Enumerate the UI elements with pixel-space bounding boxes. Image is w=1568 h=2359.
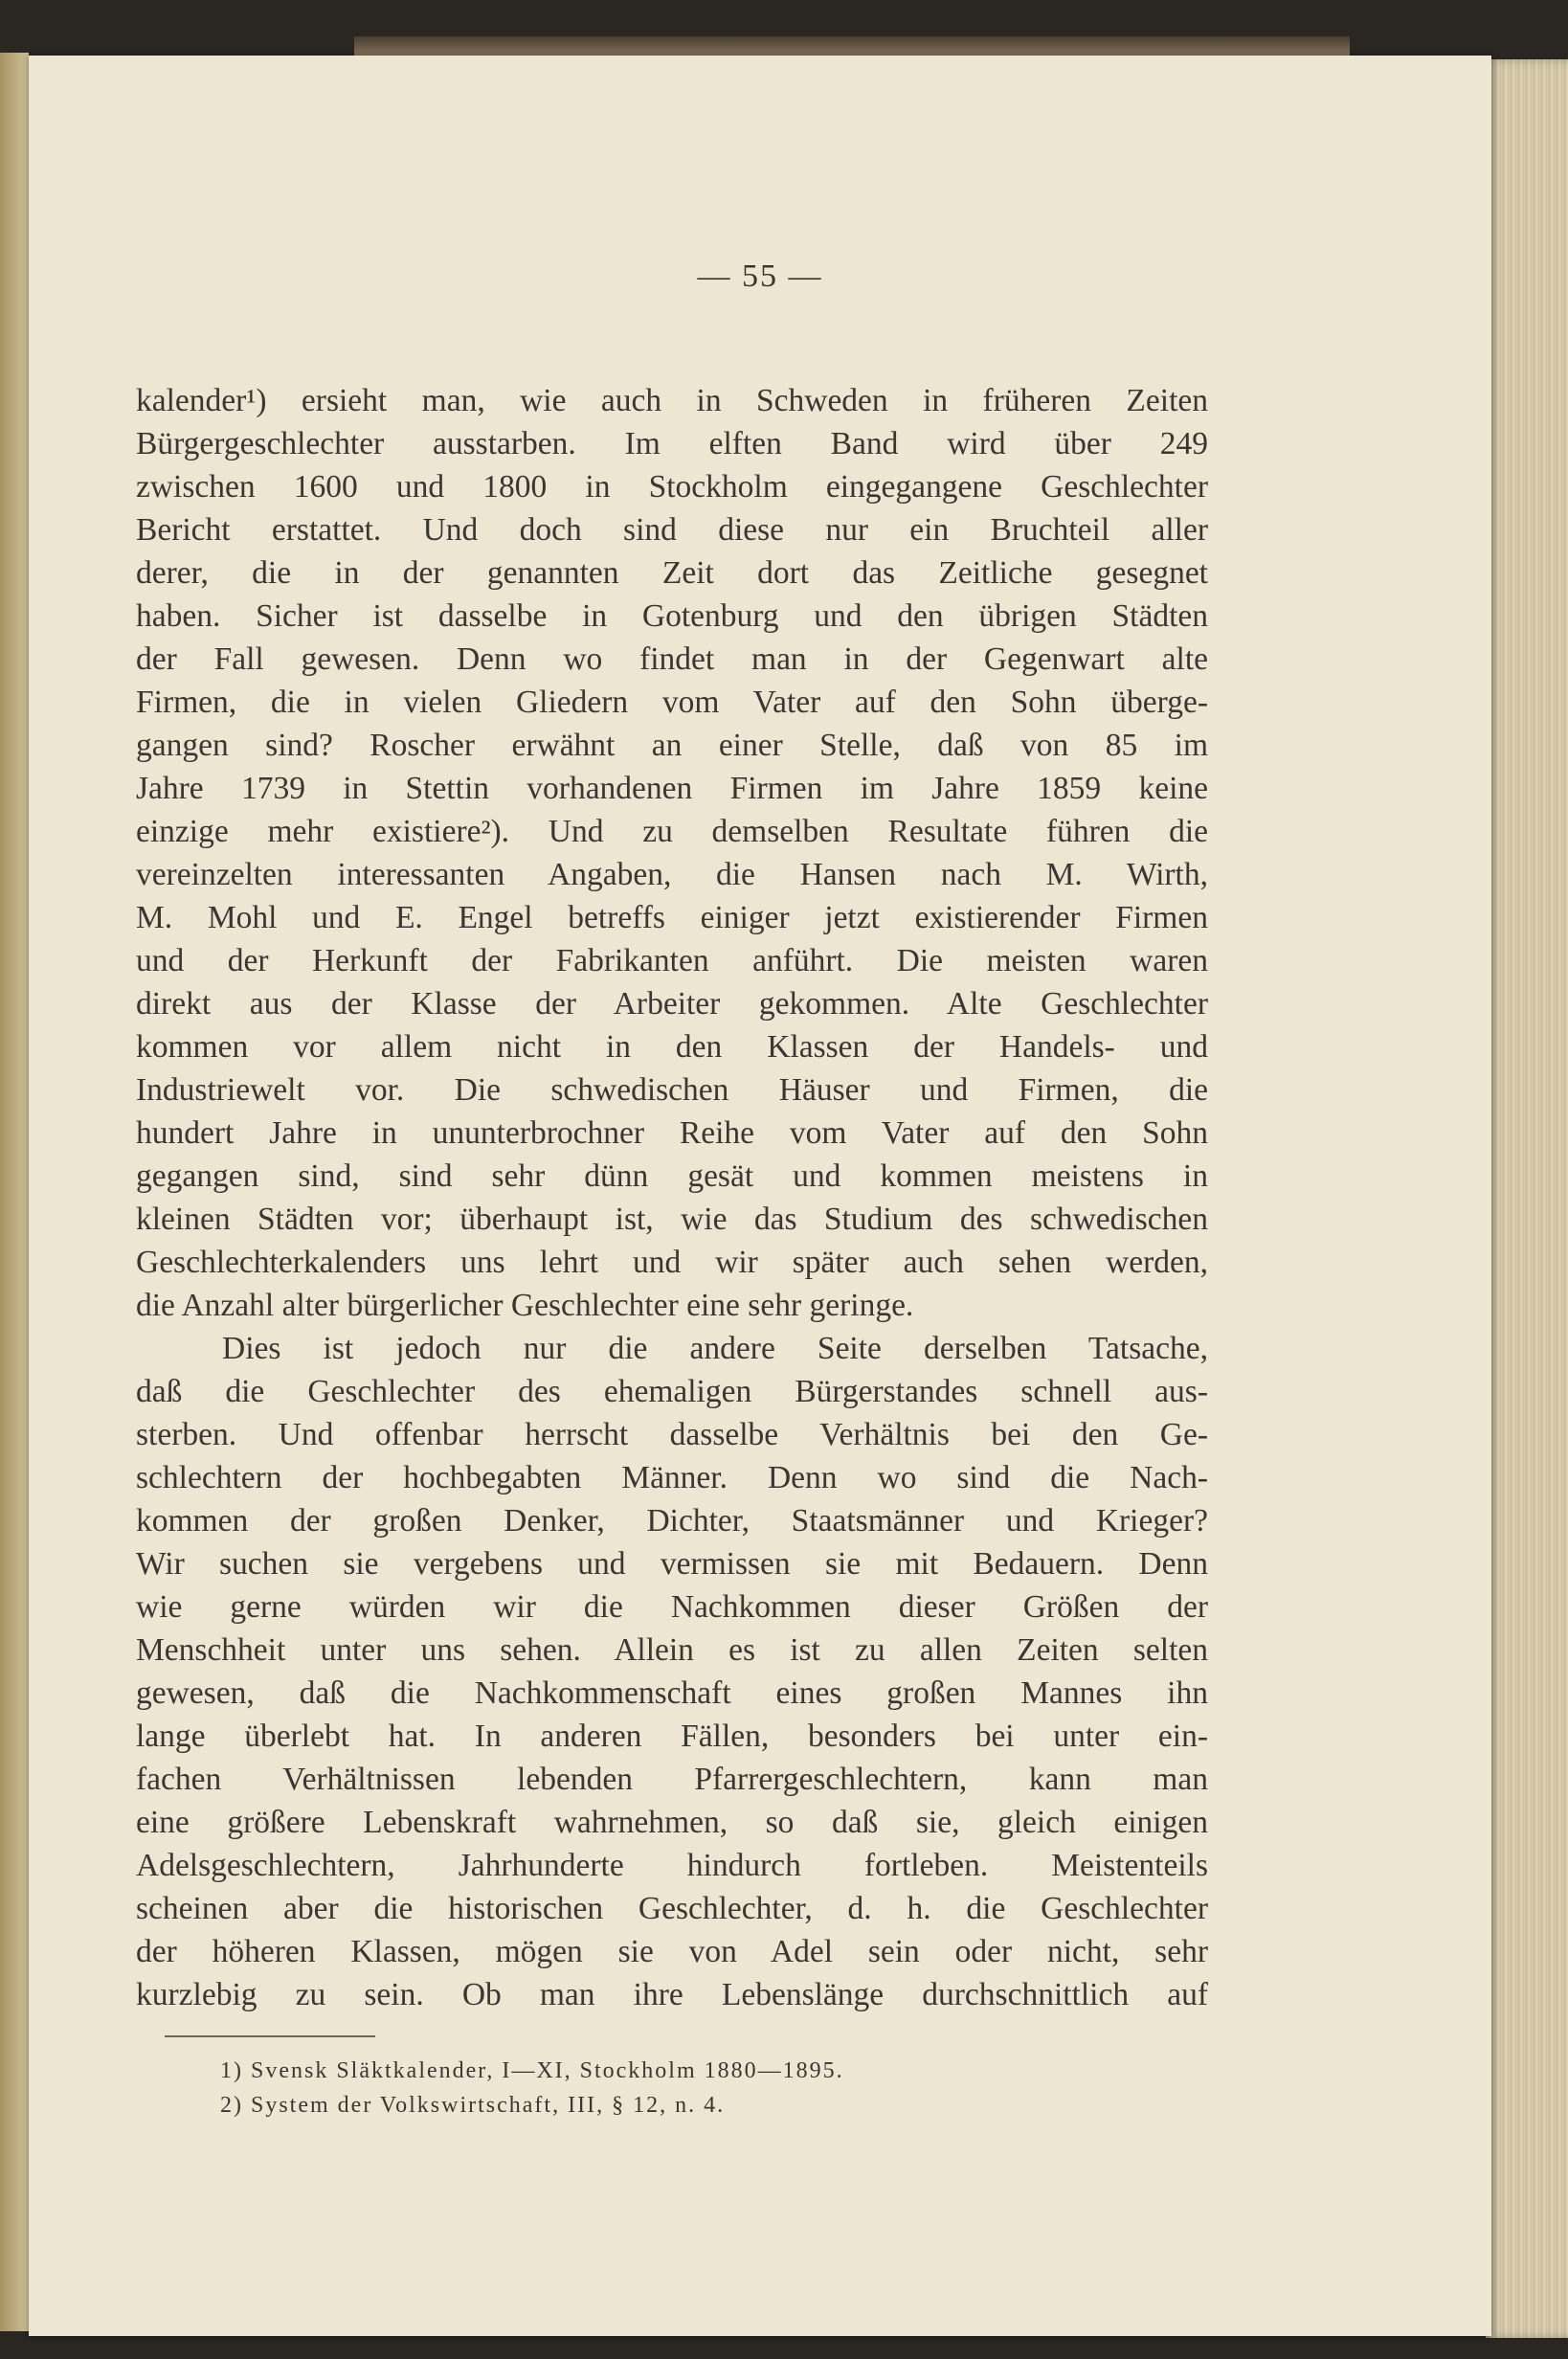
text-line: kalender¹) ersieht man, wie auch in Schweden in früheren Zeiten (136, 383, 1208, 418)
footnote-1: 1) Svensk Släktkalender, I—XI, Stockholm 1880—1895. (220, 2058, 844, 2083)
text-line: eine größere Lebenskraft wahrnehmen, so daß sie, gleich einigen (136, 1805, 1208, 1840)
text-line: Dies ist jedoch nur die andere Seite derselben Tatsache, (222, 1331, 1208, 1366)
footnote-2: 2) System der Volkswirtschaft, III, § 12, n. 4. (220, 2093, 726, 2118)
text-line: kleinen Städten vor; überhaupt ist, wie das Studium des schwedischen (136, 1202, 1208, 1237)
footnote-rule (165, 2035, 375, 2037)
book-edge-left (0, 53, 29, 2331)
text-line: gewesen, daß die Nachkommenschaft eines großen Mannes ihn (136, 1675, 1208, 1711)
text-line: M. Mohl und E. Engel betreffs einiger jetzt existierender Firmen (136, 900, 1208, 935)
text-line: scheinen aber die historischen Geschlechter, d. h. die Geschlechter (136, 1891, 1208, 1926)
book-page (29, 56, 1491, 2336)
page-number: — 55 — (697, 258, 823, 294)
text-line: derer, die in der genannten Zeit dort das Zeitliche gesegnet (136, 555, 1208, 591)
text-line: Adelsgeschlechtern, Jahrhunderte hindurch fortleben. Meistenteils (136, 1848, 1208, 1883)
text-line: gegangen sind, sind sehr dünn gesät und kommen meistens in (136, 1158, 1208, 1194)
text-line: Geschlechterkalenders uns lehrt und wir später auch sehen werden, (136, 1245, 1208, 1280)
text-line: hundert Jahre in ununterbrochner Reihe vom Vater auf den Sohn (136, 1115, 1208, 1151)
text-line: direkt aus der Klasse der Arbeiter gekommen. Alte Geschlechter (136, 986, 1208, 1022)
text-line: sterben. Und offenbar herrscht dasselbe Verhältnis bei den Ge- (136, 1417, 1208, 1452)
text-line: wie gerne würden wir die Nachkommen dieser Größen der (136, 1589, 1208, 1625)
text-line: Wir suchen sie vergebens und vermissen sie mit Bedauern. Denn (136, 1546, 1208, 1582)
text-line: Jahre 1739 in Stettin vorhandenen Firmen im Jahre 1859 keine (136, 771, 1208, 806)
text-line: einzige mehr existiere²). Und zu demselben Resultate führen die (136, 814, 1208, 849)
text-line: die Anzahl alter bürgerlicher Geschlechter eine sehr geringe. (136, 1288, 914, 1323)
text-line: der höheren Klassen, mögen sie von Adel sein oder nicht, sehr (136, 1934, 1208, 1969)
text-line: haben. Sicher ist dasselbe in Gotenburg und den übrigen Städten (136, 598, 1208, 634)
page-stack-right (1486, 59, 1568, 2338)
text-line: gangen sind? Roscher erwähnt an einer Stelle, daß von 85 im (136, 728, 1208, 763)
text-line: und der Herkunft der Fabrikanten anführt. Die meisten waren (136, 943, 1208, 978)
text-line: fachen Verhältnissen lebenden Pfarrergeschlechtern, kann man (136, 1762, 1208, 1797)
text-line: kommen der großen Denker, Dichter, Staatsmänner und Krieger? (136, 1503, 1208, 1539)
text-line: Industriewelt vor. Die schwedischen Häuser und Firmen, die (136, 1072, 1208, 1108)
text-line: der Fall gewesen. Denn wo findet man in der Gegenwart alte (136, 641, 1208, 677)
text-line: vereinzelten interessanten Angaben, die Hansen nach M. Wirth, (136, 857, 1208, 892)
text-line: Menschheit unter uns sehen. Allein es ist zu allen Zeiten selten (136, 1632, 1208, 1668)
text-line: daß die Geschlechter des ehemaligen Bürgerstandes schnell aus- (136, 1374, 1208, 1409)
text-line: Firmen, die in vielen Gliedern vom Vater auf den Sohn überge- (136, 685, 1208, 720)
text-line: kommen vor allem nicht in den Klassen der Handels- und (136, 1029, 1208, 1065)
text-line: lange überlebt hat. In anderen Fällen, besonders bei unter ein- (136, 1719, 1208, 1754)
text-line: schlechtern der hochbegabten Männer. Denn wo sind die Nach- (136, 1460, 1208, 1495)
page-top-strip (354, 36, 1350, 57)
text-line: zwischen 1600 und 1800 in Stockholm eingegangene Geschlechter (136, 469, 1208, 505)
text-line: Bericht erstattet. Und doch sind diese nur ein Bruchteil aller (136, 512, 1208, 548)
text-line: Bürgergeschlechter ausstarben. Im elften Band wird über 249 (136, 426, 1208, 461)
text-line: kurzlebig zu sein. Ob man ihre Lebenslänge durchschnittlich auf (136, 1977, 1208, 2012)
